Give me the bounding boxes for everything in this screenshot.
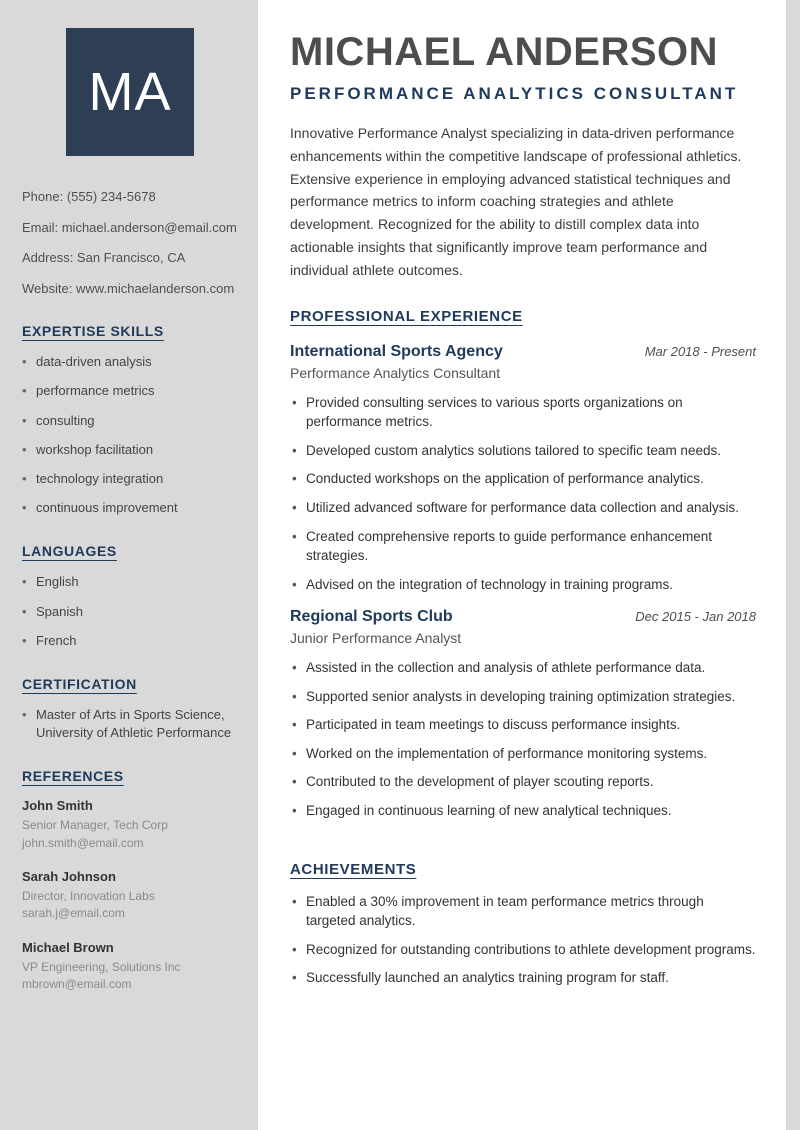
skill-item: • workshop facilitation (22, 441, 238, 459)
language-item: • Spanish (22, 603, 238, 621)
reference-name: Sarah Johnson (22, 869, 116, 885)
certification-heading: CERTIFICATION (22, 675, 137, 692)
skills-heading: EXPERTISE SKILLS (22, 323, 164, 340)
summary-paragraph: Innovative Performance Analyst specializing in data-driven performance enhancements within the competitive landscape of professional athletics. Extensive experience in employing advanced statistical techniques and performance metrics to inform coaching strategies and athlete development. Recognized for the ability to distill complex data into actionable insights that significantly improve team performance and individual athlete outcomes. (290, 125, 742, 278)
certification-section (22, 676, 238, 742)
reference-email: sarah.j@email.com (22, 906, 125, 921)
job-role: Performance Analytics Consultant (290, 364, 501, 381)
job-bullet: • Developed custom analytics solutions tailored to specific team needs. (290, 441, 756, 461)
contact-email: Email: michael.anderson@email.com (22, 219, 237, 235)
job-dates: Mar 2018 - Present (644, 343, 756, 359)
language-item: • English (22, 573, 238, 591)
job-bullet: • Provided consulting services to various sports organizations on performance metrics. (290, 393, 756, 432)
job-dates: Dec 2015 - Jan 2018 (635, 609, 756, 625)
job-bullet: • Assisted in the collection and analysis of athlete performance data. (290, 658, 756, 678)
experience-heading: PROFESSIONAL EXPERIENCE (290, 307, 523, 325)
job-header (290, 343, 756, 361)
reference-title: Director, Innovation Labs (22, 889, 155, 904)
job-header (290, 608, 756, 626)
achievement-item: • Successfully launched an analytics training program for staff. (290, 968, 756, 988)
job-bullet: • Contributed to the development of player scouting reports. (290, 772, 756, 792)
skill-item: • technology integration (22, 470, 238, 488)
achievement-item: • Enabled a 30% improvement in team performance metrics through targeted analytics. (290, 892, 756, 931)
job-bullet: • Supported senior analysts in developing training optimization strategies. (290, 687, 756, 707)
certification-item: • Master of Arts in Sports Science, University of Athletic Performance (22, 706, 238, 742)
reference-email: mbrown@email.com (22, 977, 132, 992)
job-bullet: • Conducted workshops on the application of performance analytics. (290, 469, 756, 489)
job-bullet: • Engaged in continuous learning of new analytical techniques. (290, 801, 756, 821)
job-bullet: • Created comprehensive reports to guide performance enhancement strategies. (290, 527, 756, 566)
languages-section (22, 543, 238, 650)
skills-list (22, 353, 238, 517)
languages-list (22, 573, 238, 650)
reference-name: Michael Brown (22, 939, 114, 955)
achievement-item: • Recognized for outstanding contributions to athlete development programs. (290, 940, 756, 960)
skills-section (22, 323, 238, 517)
reference-entry (22, 798, 238, 852)
language-item: • French (22, 632, 238, 650)
avatar (66, 28, 194, 156)
contact-info (22, 188, 238, 297)
sidebar (0, 0, 258, 1130)
reference-title: VP Engineering, Solutions Inc (22, 959, 181, 974)
reference-name: John Smith (22, 798, 93, 814)
skill-item: • consulting (22, 412, 238, 430)
job-bullet: • Advised on the integration of technology in training programs. (290, 575, 756, 595)
languages-heading: LANGUAGES (22, 543, 117, 560)
person-name: MICHAEL ANDERSON (290, 30, 719, 74)
reference-title: Senior Manager, Tech Corp (22, 818, 168, 833)
certification-list (22, 706, 238, 742)
achievements-list (290, 892, 756, 988)
avatar-initials: MA (88, 62, 172, 122)
skill-item: • data-driven analysis (22, 353, 238, 371)
reference-entry (22, 869, 238, 923)
achievements-heading: ACHIEVEMENTS (290, 860, 417, 878)
experience-entry (290, 608, 756, 820)
contact-website: Website: www.michaelanderson.com (22, 280, 235, 296)
person-job-title: PERFORMANCE ANALYTICS CONSULTANT (290, 84, 739, 103)
experience-entry (290, 343, 756, 595)
company-name: Regional Sports Club (290, 608, 453, 626)
job-bullets (290, 658, 756, 820)
skill-item: • performance metrics (22, 382, 238, 400)
job-bullets (290, 393, 756, 595)
references-heading: REFERENCES (22, 768, 124, 785)
contact-address: Address: San Francisco, CA (22, 250, 186, 266)
skill-item: • continuous improvement (22, 499, 238, 517)
contact-phone: Phone: (555) 234-5678 (22, 189, 156, 204)
references-section (22, 768, 238, 993)
company-name: International Sports Agency (290, 342, 503, 360)
reference-entry (22, 940, 238, 994)
job-role: Junior Performance Analyst (290, 630, 462, 647)
reference-email: john.smith@email.com (22, 835, 144, 850)
job-bullet: • Participated in team meetings to discuss performance insights. (290, 715, 756, 735)
main-content (258, 0, 786, 1130)
job-bullet: • Utilized advanced software for performance data collection and analysis. (290, 498, 756, 518)
job-bullet: • Worked on the implementation of performance monitoring systems. (290, 744, 756, 764)
